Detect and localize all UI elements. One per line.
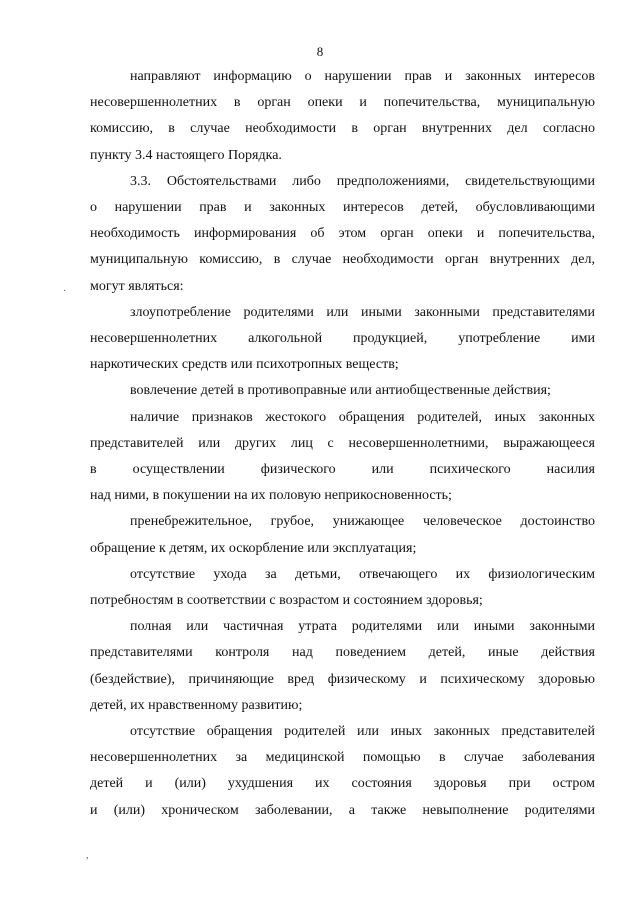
- text-line: несовершеннолетних в орган опеки и попечительства, муниципальную: [90, 95, 595, 111]
- scan-mark: ,: [86, 850, 89, 861]
- text-line: представителями контроля над поведением детей, иные действия: [90, 645, 595, 661]
- text-line: направляют информацию о нарушении прав и законных интересов: [130, 69, 595, 84]
- text-line: и (или) хроническом заболевании, а также невыполнение родителями: [90, 802, 595, 818]
- text-line: злоупотребление родителями или иными законными представителями: [130, 304, 595, 320]
- text-line: в осуществлении физического или психического насилия: [90, 462, 595, 478]
- text-line: отсутствие обращения родителей или иных законных представителей: [130, 724, 595, 740]
- text-line: несовершеннолетних за медицинской помощью в случае заболевания: [90, 750, 595, 766]
- text-line: отсутствие ухода за детьми, отвечающего их физиологическим: [130, 566, 595, 582]
- text-line: муниципальную комиссию, в случае необходимости орган внутренних дел,: [90, 252, 595, 268]
- text-line: обращение к детям, их оскорбление или эксплуатация;: [90, 540, 417, 556]
- text-line: представителей или других лиц с несовершеннолетними, выражающееся: [90, 435, 595, 451]
- page-number: 8: [316, 44, 324, 59]
- text-line: наркотических средств или психотропных веществ;: [90, 357, 399, 373]
- text-line: детей и (или) ухудшения их состояния здоровья при остром: [90, 776, 595, 792]
- text-line: несовершеннолетних алкогольной продукцией, употребление ими: [90, 331, 595, 347]
- text-line: 3.3. Обстоятельствами либо предположениями, свидетельствующими: [130, 173, 595, 189]
- text-line: полная или частичная утрата родителями или иными законными: [130, 619, 595, 635]
- document-body: [90, 64, 595, 824]
- text-line: детей, их нравственному развитию;: [90, 697, 303, 713]
- text-line: пренебрежительное, грубое, унижающее человеческое достоинство: [130, 514, 595, 530]
- text-line: пункту 3.4 настоящего Порядка.: [90, 147, 282, 163]
- text-line: над ними, в покушении на их половую неприкосновенность;: [90, 488, 452, 504]
- text-line: вовлечение детей в противоправные или антиобщественные действия;: [130, 383, 551, 399]
- text-line: о нарушении прав и законных интересов детей, обусловливающими: [90, 200, 595, 216]
- text-line: потребностям в соответствии с возрастом и состоянием здоровья;: [90, 593, 483, 609]
- text-line: могут являться:: [90, 278, 184, 294]
- text-line: (бездействие), причиняющие вред физическому и психическому здоровью: [90, 671, 595, 687]
- text-line: комиссию, в случае необходимости в орган внутренних дел согласно: [90, 121, 595, 137]
- text-line: необходимость информирования об этом орган опеки и попечительства,: [90, 226, 595, 242]
- scan-mark: ·: [63, 286, 67, 297]
- text-line: наличие признаков жестокого обращения родителей, иных законных: [130, 409, 595, 425]
